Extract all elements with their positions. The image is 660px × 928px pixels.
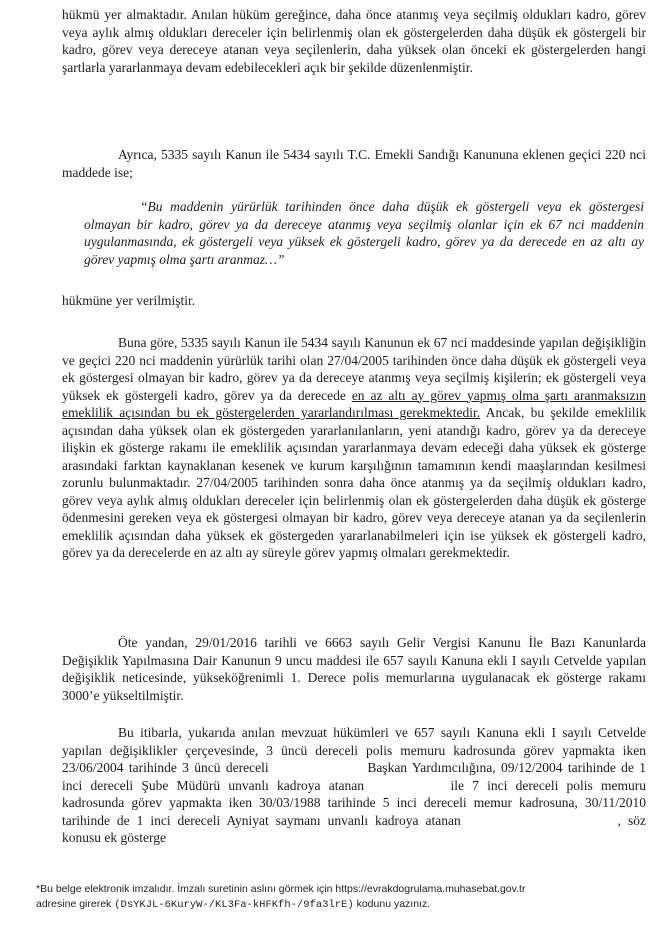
paragraph-3	[62, 292, 646, 310]
paragraph-4-text-a: Buna göre, 5335 sayılı Kanun ile 5434 sayılı Kanunun ek 67 nci maddesinde yapılan değişikliğin ve geçici 220 nci maddenin yürürlük tarihi olan 27/04/2005 tarihinden önce daha düşük ek göstergeli veya ek göstergesi olmayan bir kadro, görev ya da dereceye atanmış veya seçilmiş kişilerin; ek göstergeli veya yüksek ek göstergeli kadro, görev ya da derecede	[62, 335, 646, 403]
paragraph-1	[62, 6, 646, 76]
paragraph-6-text-c: ile 7 inci dereceli polis memuru kadrosunda görev yapmakta iken 30/03/1988 tarihinde 5 inci dereceli memur kadrosuna, 30/11/2010 tarihinde de 1 inci dereceli Ayniyat saymanı unvanlı kadroya atanan	[62, 777, 647, 828]
paragraph-5-text: Öte yandan, 29/01/2016 tarihli ve 6663 sayılı Gelir Vergisi Kanunu İle Bazı Kanunlarda Değişiklik Yapılmasına Dair Kanunun 9 uncu maddesi ile 657 sayılı Kanuna ekli I sayılı Cetvelde yapılan değişiklik neticesinde, yükseköğrenimli 1. Derece polis memurlarına uygulanacak ek gösterge rakamı 3000’e yükseltilmiştir.	[62, 635, 646, 703]
quoted-provision	[84, 198, 644, 268]
paragraph-3-text: hükmüne yer verilmiştir.	[62, 293, 196, 308]
quoted-provision-text: “Bu maddenin yürürlük tarihinden önce daha düşük ek göstergeli veya ek göstergesi olmayan bir kadro, görev ya da dereceye atanmış veya seçilmiş olanlar için ek 67 nci maddenin uygulanmasında, ek göstergeli veya yüksek ek göstergeli kadro, görev ya da derecede en az altı ay görev yapmış olma şartı aranmaz…”	[84, 199, 644, 267]
paragraph-1-text: hükmü yer almaktadır. Anılan hüküm gereğince, daha önce atanmış veya seçilmiş oldukları kadro, görev veya aylık almış oldukları dereceler için belirlenmiş olan ek göstergelerden daha düşük ek göstergeli bir kadro, görev veya dereceye atanan veya seçilenlerin, daha yüksek olan önceki ek göstergelerden hangi şartlarla yararlanmaya devam edebilecekleri açık bir şekilde düzenlenmiştir.	[62, 7, 646, 75]
paragraph-5	[62, 634, 646, 704]
redacted-area	[468, 813, 618, 825]
paragraph-2-text: Ayrıca, 5335 sayılı Kanun ile 5434 sayılı T.C. Emekli Sandığı Kanununa eklenen geçici 220 nci maddede ise;	[62, 147, 646, 180]
paragraph-6-text-b: Başkan Yardımcılığına, 09/12/2004 tarihinde de 1 inci dereceli Şube Müdürü unvanlı kadroya atanan	[62, 760, 647, 793]
redacted-area	[372, 778, 442, 790]
paragraph-2	[62, 146, 646, 181]
footer-line-2-prefix: adresine girerek	[36, 898, 115, 910]
paragraph-4	[62, 334, 646, 562]
paragraph-4-underlined-text: en az altı ay görev yapmış olma şartı aranmaksızın emeklilik açısından bu ek göstergelerden yararlandırılması gerekmektedir.	[62, 387, 646, 420]
redacted-area	[274, 760, 362, 772]
footer-line-2	[36, 897, 646, 913]
footer-line-1: *Bu belge elektronik imzalıdır. İmzalı suretinin aslını görmek için https://evrakdogrulama.muhasebat.gov.tr	[36, 883, 526, 895]
paragraph-6-text-a: Bu itibarla, yukarıda anılan mevzuat hükümleri ve 657 sayılı Kanuna ekli I sayılı Cetvelde yapılan değişiklikler çerçevesinde, 3 üncü dereceli polis memuru kadrosunda görev yapmakta iken 23/06/2004 tarihinde 3 üncü dereceli	[62, 725, 646, 775]
e-signature-footer	[36, 882, 646, 913]
paragraph-6	[62, 724, 646, 847]
verification-code: (DsYKJL-6KuryW-/KL3Fa-kHFKfh-/9fa3lrE)	[114, 899, 354, 911]
paragraph-4-text-b: Ancak, bu şekilde emeklilik açısından daha yüksek olan ek göstergeden yararlanılanların, yeni atandığı kadro, görev ya da dereceye ilişkin ek gösterge rakamı ile emeklilik açısından yararlanmaya devam edeceği daha yüksek ek gösterge arasındaki farktan kaynaklanan kesenek ve kurum karşılığının tamamının kendi maaşlarından kesilmesi zorunlu bulunmaktadır. 27/04/2005 tarihinden sonra daha önce atanmış ya da seçilmiş oldukları kadro, görev veya aylık almış oldukları dereceler için belirlenmiş olan ek göstergelerden daha düşük ek gösterge ödenmesini gereken veya ek göstergesi olmayan bir kadro, görev veya dereceye atanan ya da seçilenlerin emeklilik açısından daha yüksek ek göstergeden yararlanabilmeleri için ise yüksek ek göstergeli kadro, görev ya da derecelerde en az altı ay süreyle görev yapmış olmaları gerekmektedir.	[62, 405, 646, 560]
paragraph-6-text-d: , söz konusu ek gösterge	[62, 812, 646, 845]
footer-line-2-suffix: kodunu yazınız.	[353, 898, 431, 910]
